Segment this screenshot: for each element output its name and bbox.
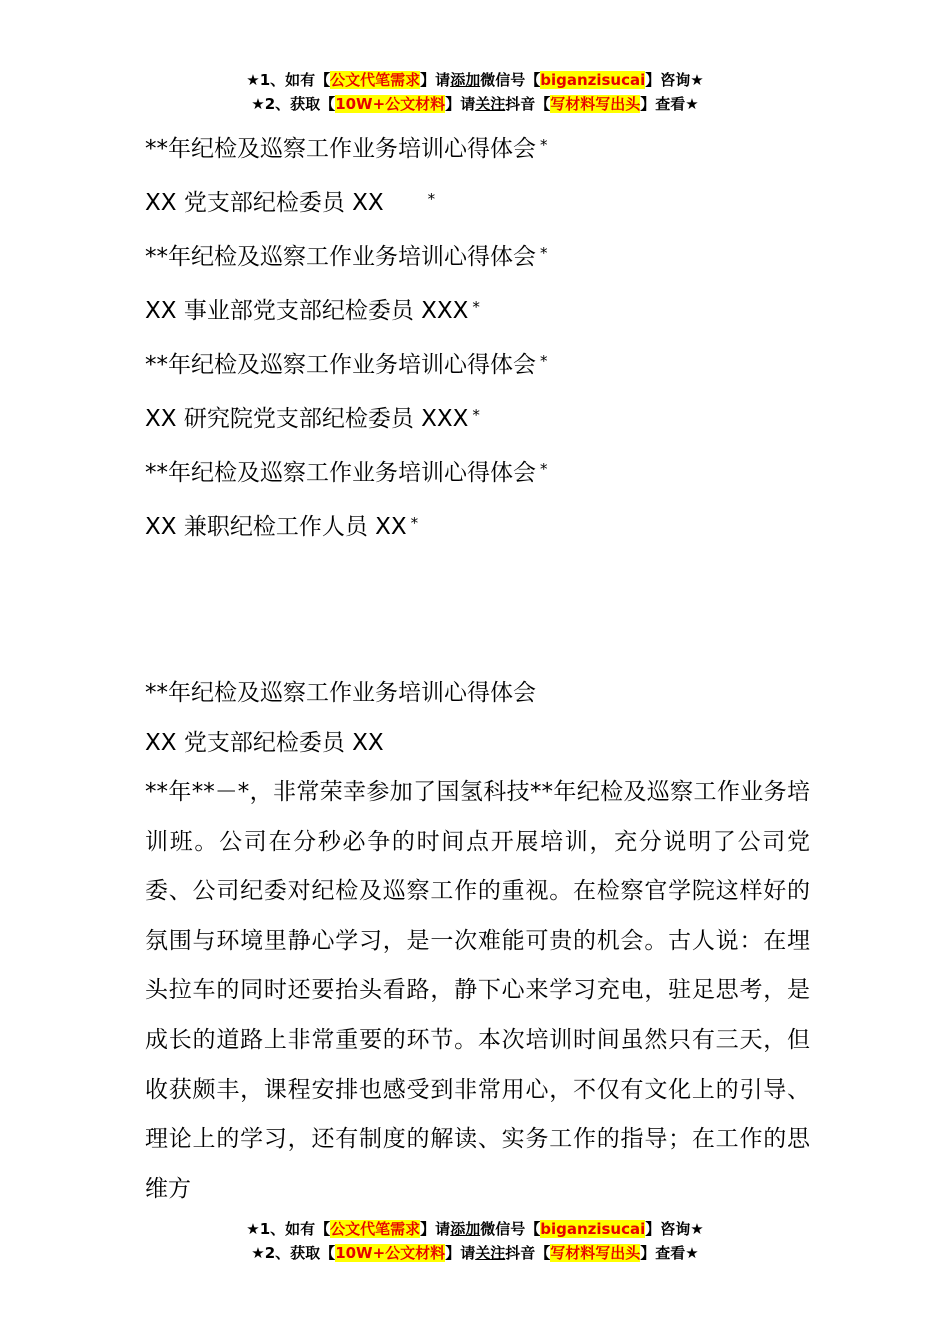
promo-text: 】查看★ [640,1244,699,1262]
toc-mark: * [410,514,419,532]
toc-item-text: **年纪检及巡察工作业务培训心得体会 [145,244,536,270]
promo-text: 】咨询★ [645,1220,704,1238]
toc-mark: * [427,190,436,208]
toc-mark: * [472,298,480,316]
toc-item-text: XX 党支部纪检委员 XX [145,190,384,216]
article-title: **年纪检及巡察工作业务培训心得体会 [145,680,536,706]
promo-highlight: 公文代笔需求 [330,71,421,89]
promo-highlight: 公文代笔需求 [330,1220,421,1238]
toc-mark: * [540,136,548,154]
toc-item[interactable] [145,390,815,444]
toc-mark: * [472,406,480,424]
toc-item-text: **年纪检及巡察工作业务培训心得体会 [145,136,536,162]
promo-text: ★1、如有【 [246,71,331,89]
promo-text: 微信号【 [480,1220,541,1238]
article-body: **年**－*，非常荣幸参加了国氢科技**年纪检及巡察工作业务培训班。公司在分秒必争的时间点开展培训，充分说明了公司党委、公司纪委对纪检及巡察工作的重视。在检察官学院这样好的氛围与环境里静心学习，是一次难能可贵的机会。古人说：在埋头拉车的同时还要抬头看路，静下心来学习充电，驻足思考，是成长的道路上非常重要的环节。本次培训时间虽然只有三天，但收获颇丰，课程安排也感受到非常用心，不仅有文化上的引导、理论上的学习，还有制度的解读、实务工作的指导；在工作的思维方 [145,779,810,1202]
promo-text: 】请 [445,1244,476,1262]
footer-promo-banner [0,1217,950,1265]
promo-underline: 关注 [475,1244,506,1262]
promo-text: 】查看★ [640,95,699,113]
toc-item[interactable] [145,120,815,174]
toc-item[interactable] [145,498,815,552]
promo-line-1 [0,68,950,92]
toc-mark: * [540,244,548,262]
toc-item-text: **年纪检及巡察工作业务培训心得体会 [145,460,536,486]
promo-highlight: 写材料写出头 [550,1244,641,1262]
article [145,668,810,1215]
toc-item[interactable] [145,228,815,282]
promo-underline: 添加 [450,1220,481,1238]
promo-underline: 添加 [450,71,481,89]
toc-item[interactable] [145,336,815,390]
promo-text: ★2、获取【 [251,1244,336,1262]
promo-text: 】请 [420,1220,451,1238]
promo-text: 】请 [445,95,476,113]
toc-item-text: XX 兼职纪检工作人员 XX [145,514,407,540]
toc-item-text: XX 研究院党支部纪检委员 XXX [145,406,469,432]
promo-text: 】请 [420,71,451,89]
promo-text: 微信号【 [480,71,541,89]
promo-text: ★2、获取【 [251,95,336,113]
toc-item-text: **年纪检及巡察工作业务培训心得体会 [145,352,536,378]
promo-highlight: biganzisucai [540,1220,646,1238]
toc-mark: * [540,460,548,478]
promo-highlight: biganzisucai [540,71,646,89]
toc-item-text: XX 事业部党支部纪检委员 XXX [145,298,469,324]
header-promo-banner [0,68,950,116]
promo-highlight: 10W+公文材料 [335,1244,446,1262]
promo-underline: 关注 [475,95,506,113]
table-of-contents [145,120,815,552]
promo-highlight: 写材料写出头 [550,95,641,113]
promo-line-1 [0,1217,950,1241]
promo-text: 】咨询★ [645,71,704,89]
toc-mark: * [540,352,548,370]
promo-highlight: 10W+公文材料 [335,95,446,113]
promo-text: ★1、如有【 [246,1220,331,1238]
article-author: XX 党支部纪检委员 XX [145,730,384,756]
promo-line-2 [0,1241,950,1265]
toc-item[interactable] [145,444,815,498]
promo-text: 抖音【 [505,1244,551,1262]
promo-line-2 [0,92,950,116]
toc-item[interactable] [145,282,815,336]
toc-item[interactable] [145,174,815,228]
promo-text: 抖音【 [505,95,551,113]
